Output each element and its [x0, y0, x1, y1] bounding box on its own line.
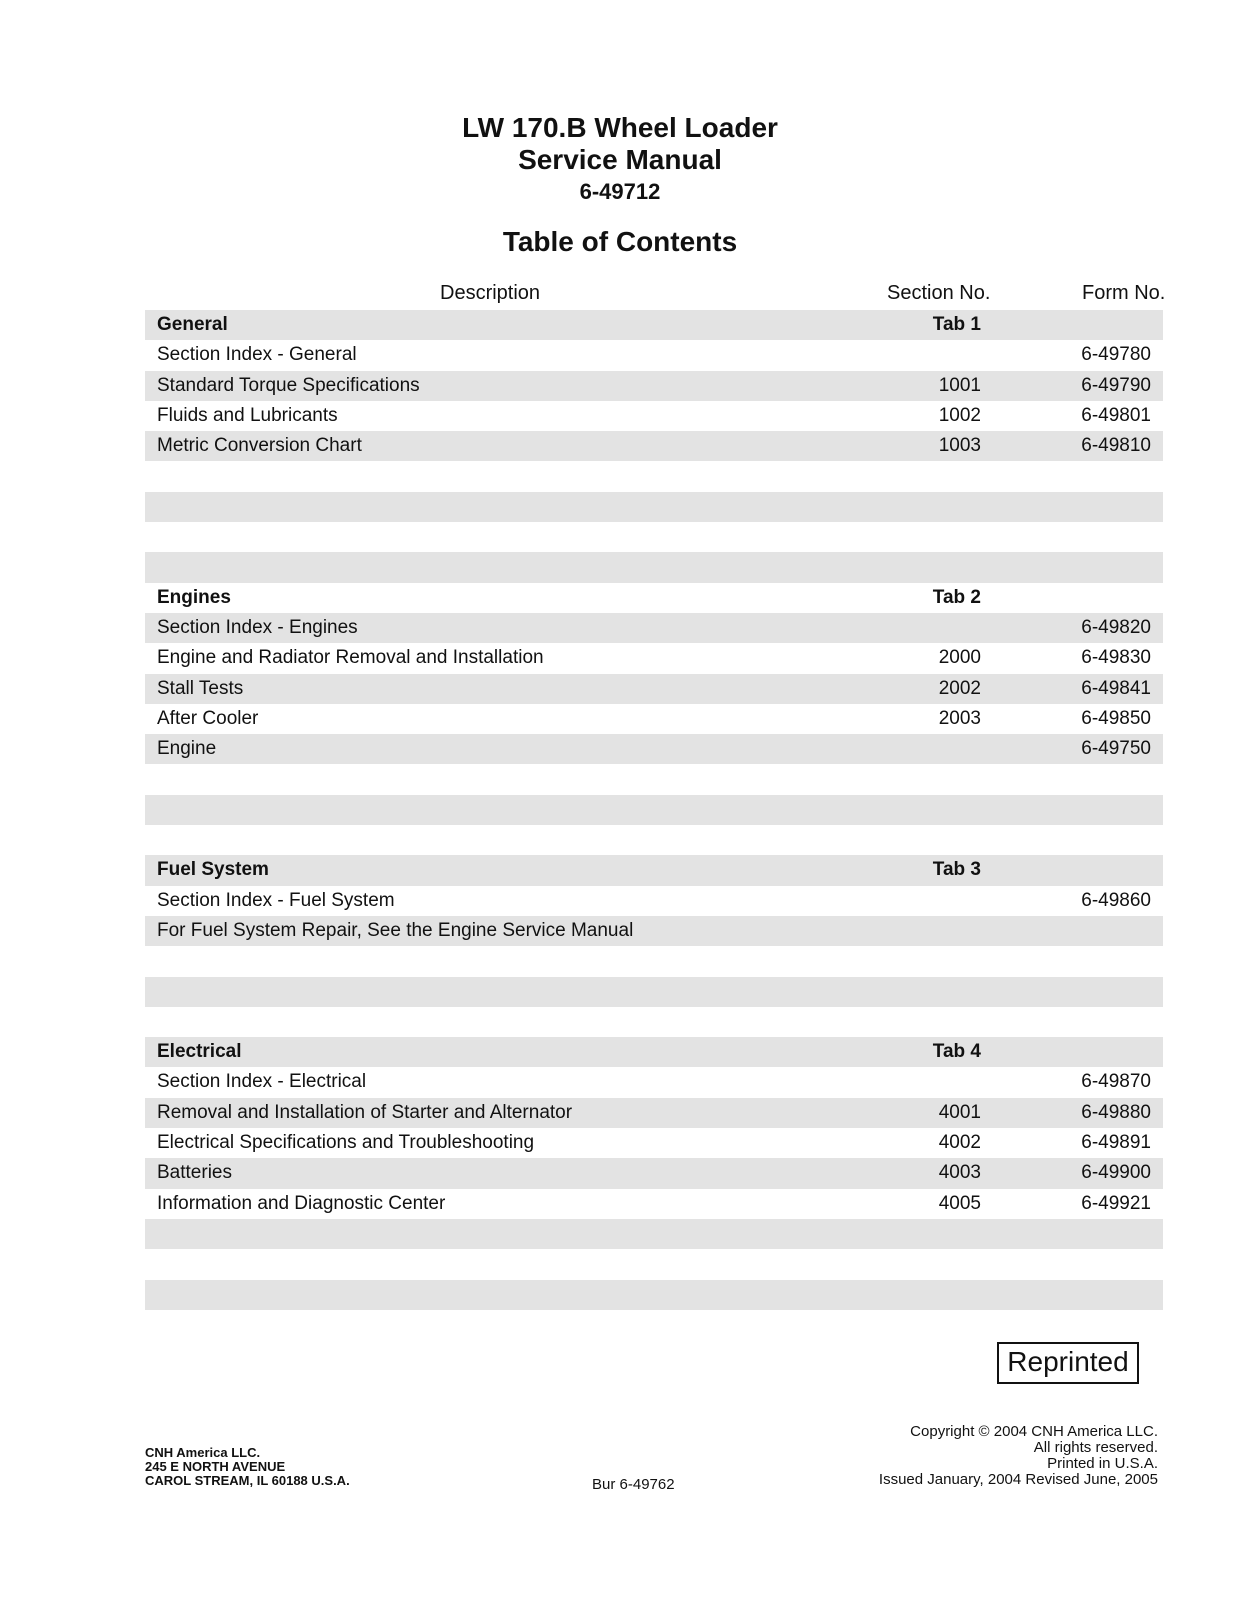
toc-description: Section Index - Fuel System: [157, 889, 395, 911]
toc-form-no: 6-49820: [1081, 616, 1151, 638]
toc-row: [145, 340, 1163, 370]
manual-title: LW 170.B Wheel Loader: [462, 112, 778, 143]
rights-line: All rights reserved.: [1033, 1439, 1158, 1456]
toc-description: Section Index - Engines: [157, 616, 358, 638]
toc-row: [145, 643, 1163, 673]
toc-form-no: 6-49750: [1081, 738, 1151, 760]
toc-section-row: [145, 583, 1163, 613]
toc-section-row: [145, 310, 1163, 340]
toc-description: For Fuel System Repair, See the Engine Service Manual: [157, 919, 634, 941]
toc-row: [145, 704, 1163, 734]
copyright-block: [879, 1424, 1158, 1488]
toc-blank-row: [145, 795, 1163, 825]
toc-description: General: [157, 314, 228, 335]
title-block: [0, 112, 1240, 206]
toc-description: Batteries: [157, 1162, 232, 1184]
toc-description: Fluids and Lubricants: [157, 404, 338, 426]
toc-description: Section Index - General: [157, 344, 357, 366]
reprinted-stamp: Reprinted: [997, 1342, 1139, 1384]
publisher-address: [145, 1446, 350, 1488]
toc-row: [145, 916, 1163, 946]
toc-form-no: 6-49870: [1081, 1071, 1151, 1093]
toc-row: [145, 1098, 1163, 1128]
toc-section-no: 2003: [938, 707, 981, 729]
toc-blank-row: [145, 1007, 1163, 1037]
toc-description: Engine: [157, 738, 217, 760]
toc-description: Engines: [157, 586, 231, 608]
toc-form-no: 6-49850: [1081, 707, 1151, 729]
toc-description: Engine and Radiator Removal and Installation: [157, 647, 544, 669]
toc-row: [145, 1067, 1163, 1097]
toc-row: [145, 1158, 1163, 1188]
toc-section-no: Tab 1: [932, 314, 981, 335]
toc-section-no: Tab 3: [932, 859, 981, 881]
toc-blank-row: [145, 764, 1163, 794]
toc-form-no: 6-49921: [1081, 1192, 1151, 1214]
toc-section-row: [145, 855, 1163, 885]
toc-row: [145, 1128, 1163, 1158]
address-line: CNH America LLC.: [145, 1445, 261, 1460]
toc-row: [145, 886, 1163, 916]
column-header-section-no: Section No.: [887, 282, 991, 304]
toc-section-no: 1002: [938, 404, 981, 426]
column-header-description: Description: [440, 282, 541, 304]
toc-blank-row: [145, 461, 1163, 491]
toc-row: [145, 613, 1163, 643]
toc-blank-row: [145, 492, 1163, 522]
toc-row: [145, 674, 1163, 704]
toc-description: Standard Torque Specifications: [157, 374, 420, 396]
toc-form-no: 6-49830: [1081, 647, 1151, 669]
copyright-line: Copyright © 2004 CNH America LLC.: [910, 1423, 1158, 1440]
toc-section-no: Tab 2: [932, 586, 981, 608]
bur-number: Bur 6-49762: [592, 1476, 675, 1493]
toc-description: Electrical: [157, 1041, 242, 1063]
toc-form-no: 6-49801: [1081, 404, 1151, 426]
toc-form-no: 6-49880: [1081, 1101, 1151, 1123]
toc-description: Stall Tests: [157, 677, 244, 699]
toc-section-row: [145, 1037, 1163, 1067]
toc-description: Electrical Specifications and Troubleshooting: [157, 1132, 535, 1154]
toc-form-no: 6-49860: [1081, 889, 1151, 911]
column-header-form-no: Form No.: [1082, 282, 1166, 304]
toc-row: [145, 1189, 1163, 1219]
manual-number: 6-49712: [579, 179, 661, 204]
toc-blank-row: [145, 1219, 1163, 1249]
toc-blank-row: [145, 522, 1163, 552]
toc-section-no: 1001: [938, 374, 981, 396]
toc-blank-row: [145, 946, 1163, 976]
toc-blank-row: [145, 825, 1163, 855]
toc-form-no: 6-49810: [1081, 435, 1151, 457]
toc-row: [145, 431, 1163, 461]
toc-section-no: 4002: [938, 1132, 981, 1154]
toc-form-no: 6-49790: [1081, 374, 1151, 396]
toc-description: Section Index - Electrical: [157, 1071, 367, 1093]
toc-section-no: 4005: [938, 1192, 981, 1214]
toc-row: [145, 371, 1163, 401]
toc-section-no: 2000: [938, 647, 981, 669]
toc-table: [145, 310, 1163, 1310]
toc-row: [145, 734, 1163, 764]
toc-blank-row: [145, 1249, 1163, 1279]
toc-section-no: Tab 4: [932, 1041, 981, 1063]
toc-description: Information and Diagnostic Center: [157, 1192, 446, 1214]
toc-description: After Cooler: [157, 707, 259, 729]
toc-form-no: 6-49780: [1081, 344, 1151, 366]
manual-subtitle: Service Manual: [518, 144, 722, 175]
toc-description: Metric Conversion Chart: [157, 435, 362, 457]
toc-blank-row: [145, 1280, 1163, 1310]
toc-section-no: 4003: [938, 1162, 981, 1184]
toc-title: Table of Contents: [502, 226, 738, 257]
address-line: CAROL STREAM, IL 60188 U.S.A.: [145, 1473, 350, 1488]
toc-form-no: 6-49891: [1081, 1132, 1151, 1154]
toc-blank-row: [145, 552, 1163, 582]
toc-section-no: 4001: [938, 1101, 981, 1123]
toc-section-no: 1003: [938, 435, 981, 457]
toc-form-no: 6-49841: [1081, 677, 1151, 699]
printed-line: Printed in U.S.A.: [1047, 1455, 1158, 1472]
toc-section-no: 2002: [938, 677, 981, 699]
toc-row: [145, 401, 1163, 431]
toc-description: Fuel System: [157, 859, 269, 881]
address-line: 245 E NORTH AVENUE: [145, 1459, 286, 1474]
toc-form-no: 6-49900: [1081, 1162, 1151, 1184]
toc-description: Removal and Installation of Starter and Alternator: [157, 1101, 573, 1123]
toc-blank-row: [145, 977, 1163, 1007]
issued-line: Issued January, 2004 Revised June, 2005: [878, 1471, 1158, 1488]
